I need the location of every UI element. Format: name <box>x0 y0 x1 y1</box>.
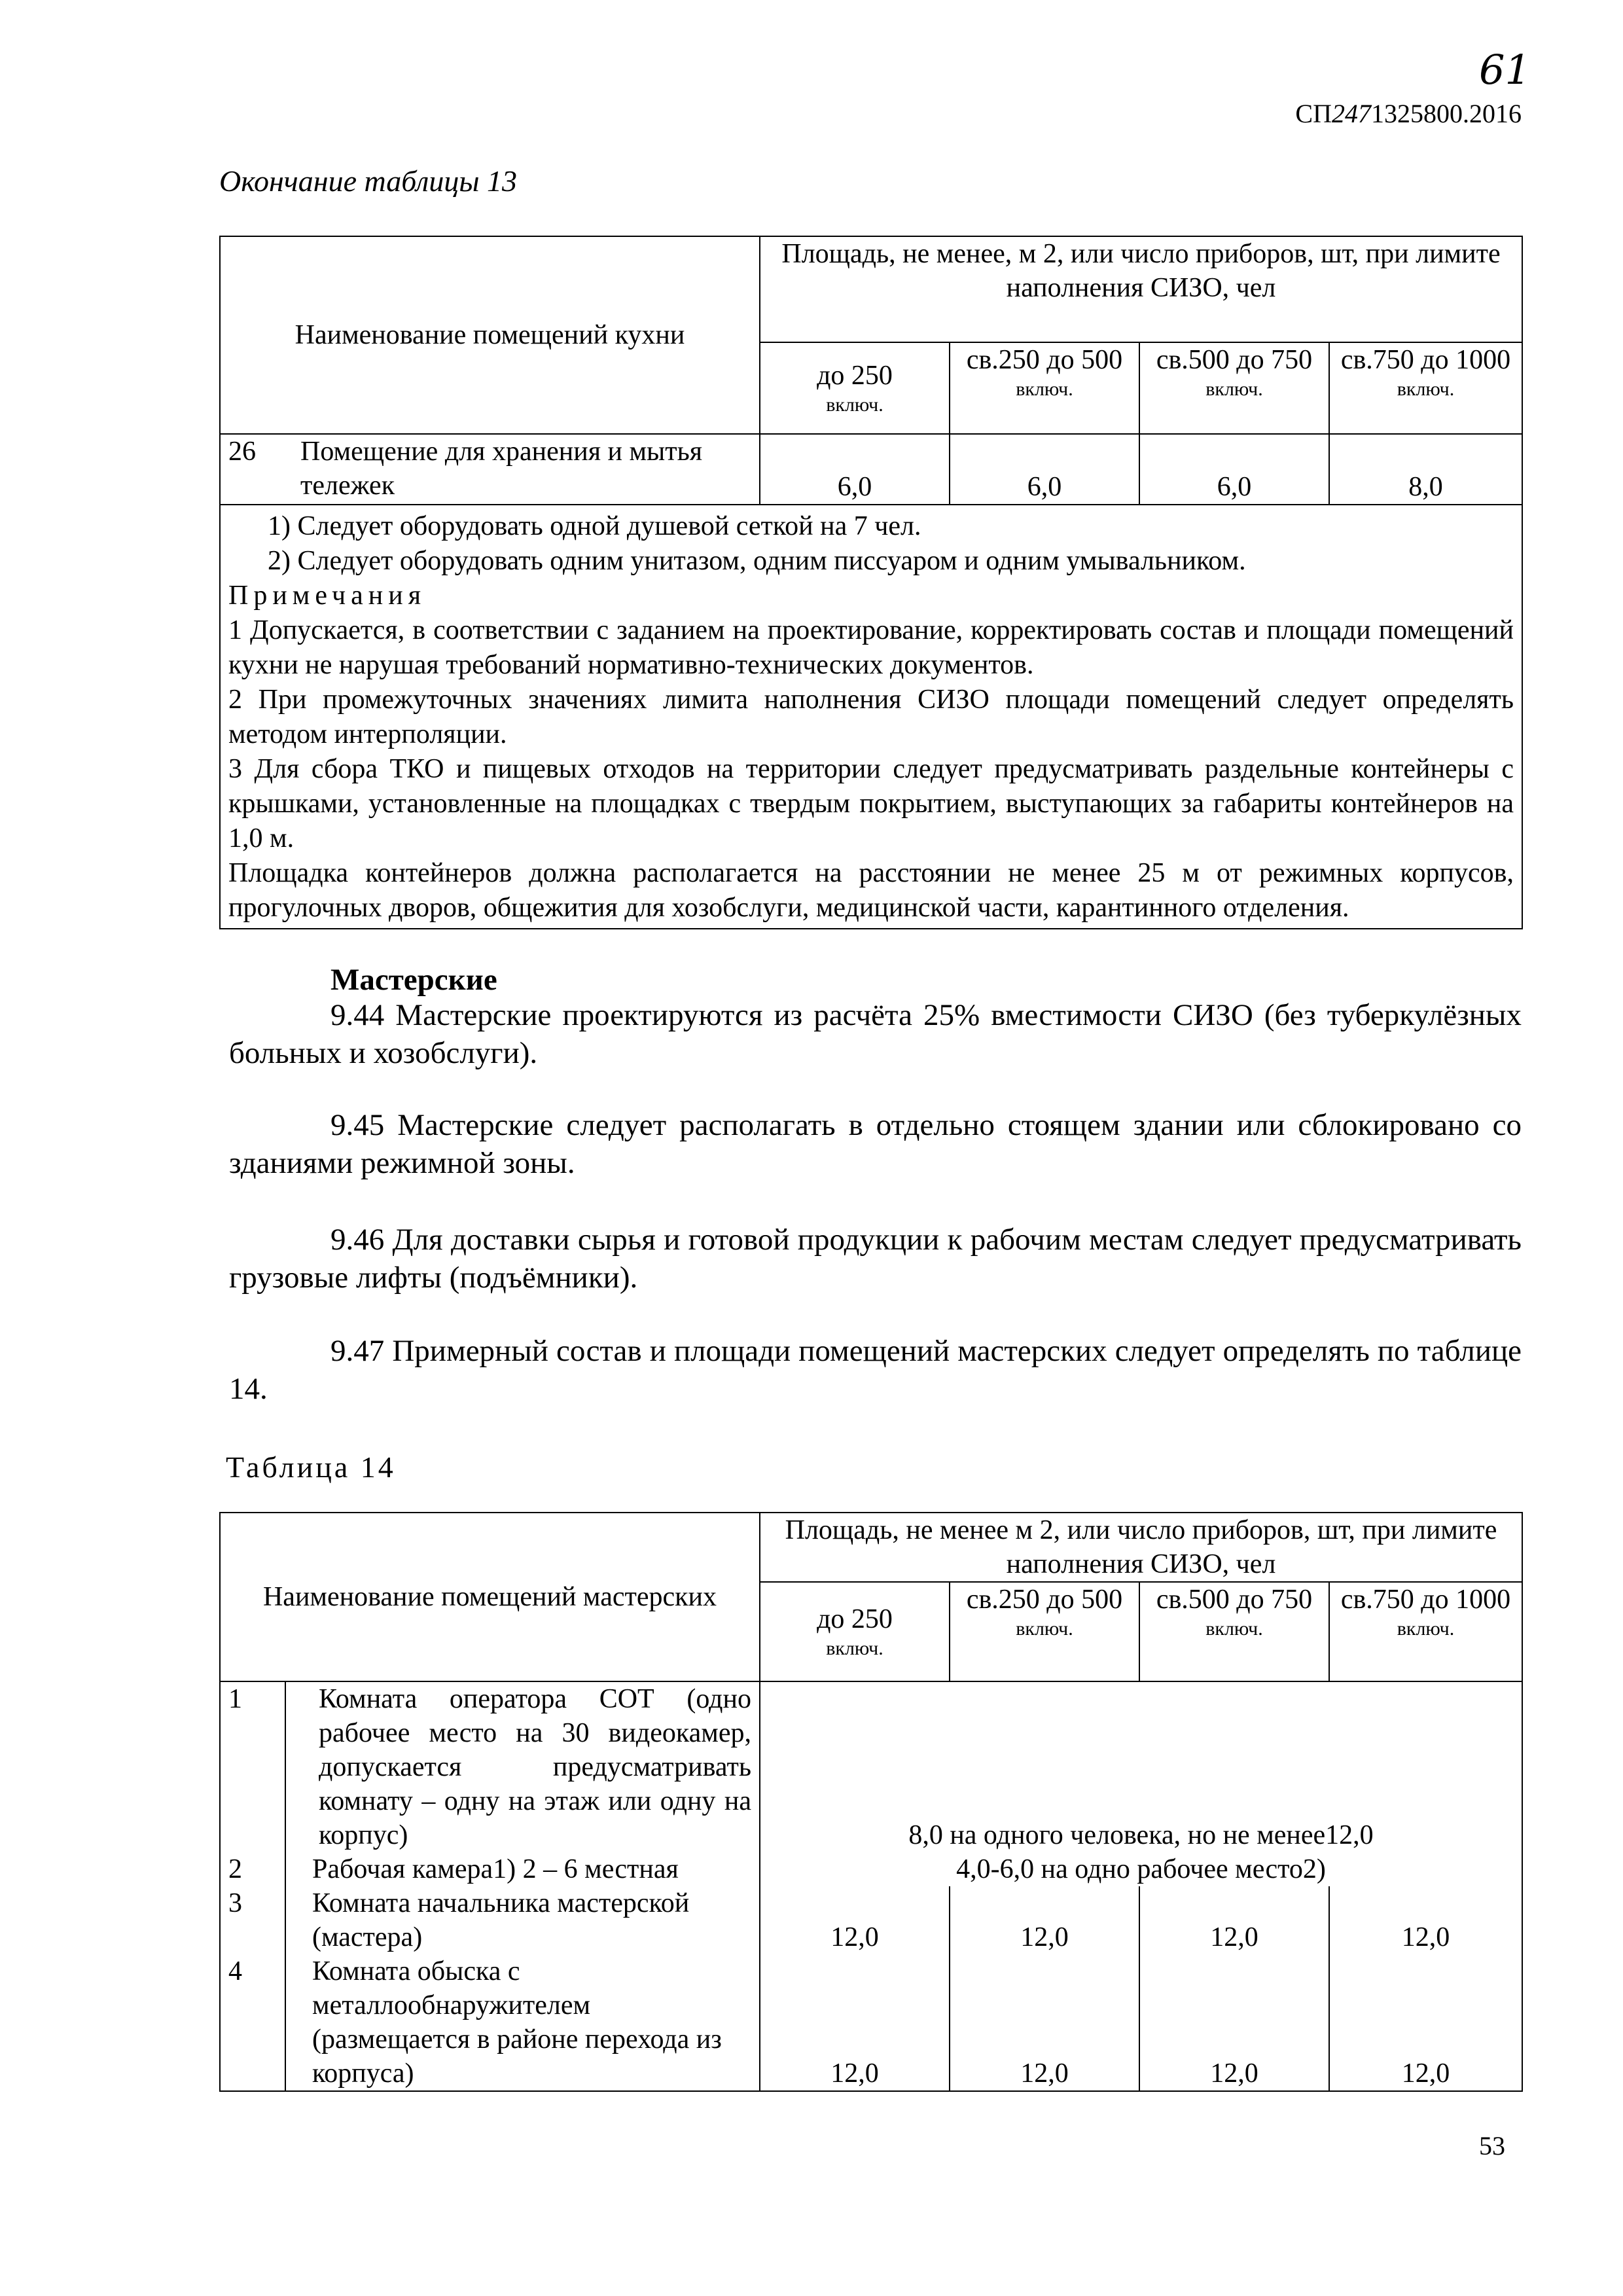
doc-handwritten-number: 247 <box>1332 99 1371 128</box>
footnote-2: 2) Следует оборудовать одним унитазом, одним писсуаром и одним умывальником. <box>268 546 1246 576</box>
t14-row-name: Комната обыска с металлообнаружителем (размещается в районе перехода из корпуса) <box>285 1954 760 2091</box>
t14-value: 12,0 <box>1139 1886 1329 1954</box>
t14-merged-1: 8,0 на одного человека, но не менее12,0 <box>908 1820 1374 1850</box>
doc-prefix: СП <box>1295 99 1332 128</box>
t14-row-name: Комната оператора СОТ (одно рабочее место на 30 видеокамер, допускается предусматривать комнату – одну на этаж или одну на корпус) <box>285 1681 760 1852</box>
note-2: 2 При промежуточных значениях лимита наполнения СИЗО площади помещений следует определять методом интерполяции. <box>228 685 1514 749</box>
t13-limit-4: св.750 до 1000 включ. <box>1329 342 1522 434</box>
paragraph-9-45: 9.45 Мастерские следует располагать в отдельно стоящем здании или сблокировано со зданиями режимной зоны. <box>229 1108 1522 1180</box>
t13-limit-1: до 250 включ. <box>760 342 950 434</box>
handwritten-page-mark: 61 <box>1479 46 1531 94</box>
t13-value-3: 6,0 <box>1139 434 1329 505</box>
table13-end-caption: Окончание таблицы 13 <box>219 164 517 198</box>
t13-value-4: 8,0 <box>1329 434 1522 505</box>
t14-value: 12,0 <box>760 1954 950 2091</box>
table13-end <box>219 236 1523 929</box>
paragraph-9-46: 9.46 Для доставки сырья и готовой продукции к рабочим местам следует предусматривать грузовые лифты (подъёмники). <box>229 1223 1522 1295</box>
t14-limit-3: св.500 до 750 включ. <box>1139 1582 1329 1681</box>
note-3: 3 Для сбора ТКО и пищевых отходов на территории следует предусматривать раздельные контейнеры с крышками, установленные на площадках с твердым покрытием, выступающих за габариты контейнеров на 1,0 м. <box>228 754 1514 853</box>
footnote-1: 1) Следует оборудовать одной душевой сеткой на 7 чел. <box>268 511 921 541</box>
section-title: Мастерские <box>330 963 497 997</box>
table14 <box>219 1512 1523 2092</box>
t14-col-name-header: Наименование помещений мастерских <box>220 1513 760 1681</box>
note-1: 1 Допускается, в соответствии с заданием на проектирование, корректировать состав и площади помещений кухни не нарушая требований нормативно-технических документов. <box>228 615 1514 680</box>
t14-row-name: Рабочая камера1) 2 – 6 местная <box>285 1852 760 1886</box>
table-row <box>220 434 1522 505</box>
table-row <box>220 1681 1522 1852</box>
t14-row-num: 4 <box>220 1954 285 2091</box>
t13-area-header: Площадь, не менее, м 2, или число приборов, шт, при лимите наполнения СИЗО, чел <box>760 236 1522 342</box>
t14-limit-1: до 250 включ. <box>760 1582 950 1681</box>
document-code <box>1295 98 1522 129</box>
doc-suffix: 1325800.2016 <box>1371 99 1522 128</box>
notes-title: Примечания <box>228 581 427 611</box>
t14-value: 12,0 <box>950 1886 1139 1954</box>
t14-row-num: 1 <box>220 1681 285 1852</box>
note-4: Площадка контейнеров должна располагается на расстоянии не менее 25 м от режимных корпусов, прогулочных дворов, общежития для хозобслуги, медицинской части, карантинного отделения. <box>228 858 1514 923</box>
t14-value: 12,0 <box>760 1886 950 1954</box>
t13-notes-cell <box>220 505 1522 929</box>
t14-value: 12,0 <box>1329 1886 1522 1954</box>
table-row <box>220 1886 1522 1954</box>
paragraph-9-44: 9.44 Мастерские проектируются из расчёта 25% вместимости СИЗО (без туберкулёзных больных и хозобслуги). <box>229 998 1522 1070</box>
page-number: 53 <box>1479 2131 1505 2161</box>
t13-value-2: 6,0 <box>950 434 1139 505</box>
table-row <box>220 1954 1522 2091</box>
table14-caption: Таблица 14 <box>226 1450 396 1484</box>
t14-row-num: 3 <box>220 1886 285 1954</box>
t14-area-header: Площадь, не менее м 2, или число приборов, шт, при лимите наполнения СИЗО, чел <box>760 1513 1522 1582</box>
t14-limit-2: св.250 до 500 включ. <box>950 1582 1139 1681</box>
t14-value: 12,0 <box>1329 1954 1522 2091</box>
t14-value: 12,0 <box>950 1954 1139 2091</box>
t13-limit-3: св.500 до 750 включ. <box>1139 342 1329 434</box>
t14-merged-2: 4,0-6,0 на одно рабочее место2) <box>956 1854 1326 1884</box>
t13-value-1: 6,0 <box>760 434 950 505</box>
t14-value: 12,0 <box>1139 1954 1329 2091</box>
t13-col-name-header: Наименование помещений кухни <box>220 236 760 434</box>
t14-limit-4: св.750 до 1000 включ. <box>1329 1582 1522 1681</box>
t13-limit-2: св.250 до 500 включ. <box>950 342 1139 434</box>
t14-row-num: 2 <box>220 1852 285 1886</box>
t14-merged-values <box>760 1681 1522 1886</box>
t14-row-name: Комната начальника мастерской (мастера) <box>285 1886 760 1954</box>
paragraph-9-47: 9.47 Примерный состав и площади помещений мастерских следует определять по таблице 14. <box>229 1334 1522 1406</box>
t13-row-name: 26 Помещение для хранения и мытья тележек <box>220 434 760 505</box>
